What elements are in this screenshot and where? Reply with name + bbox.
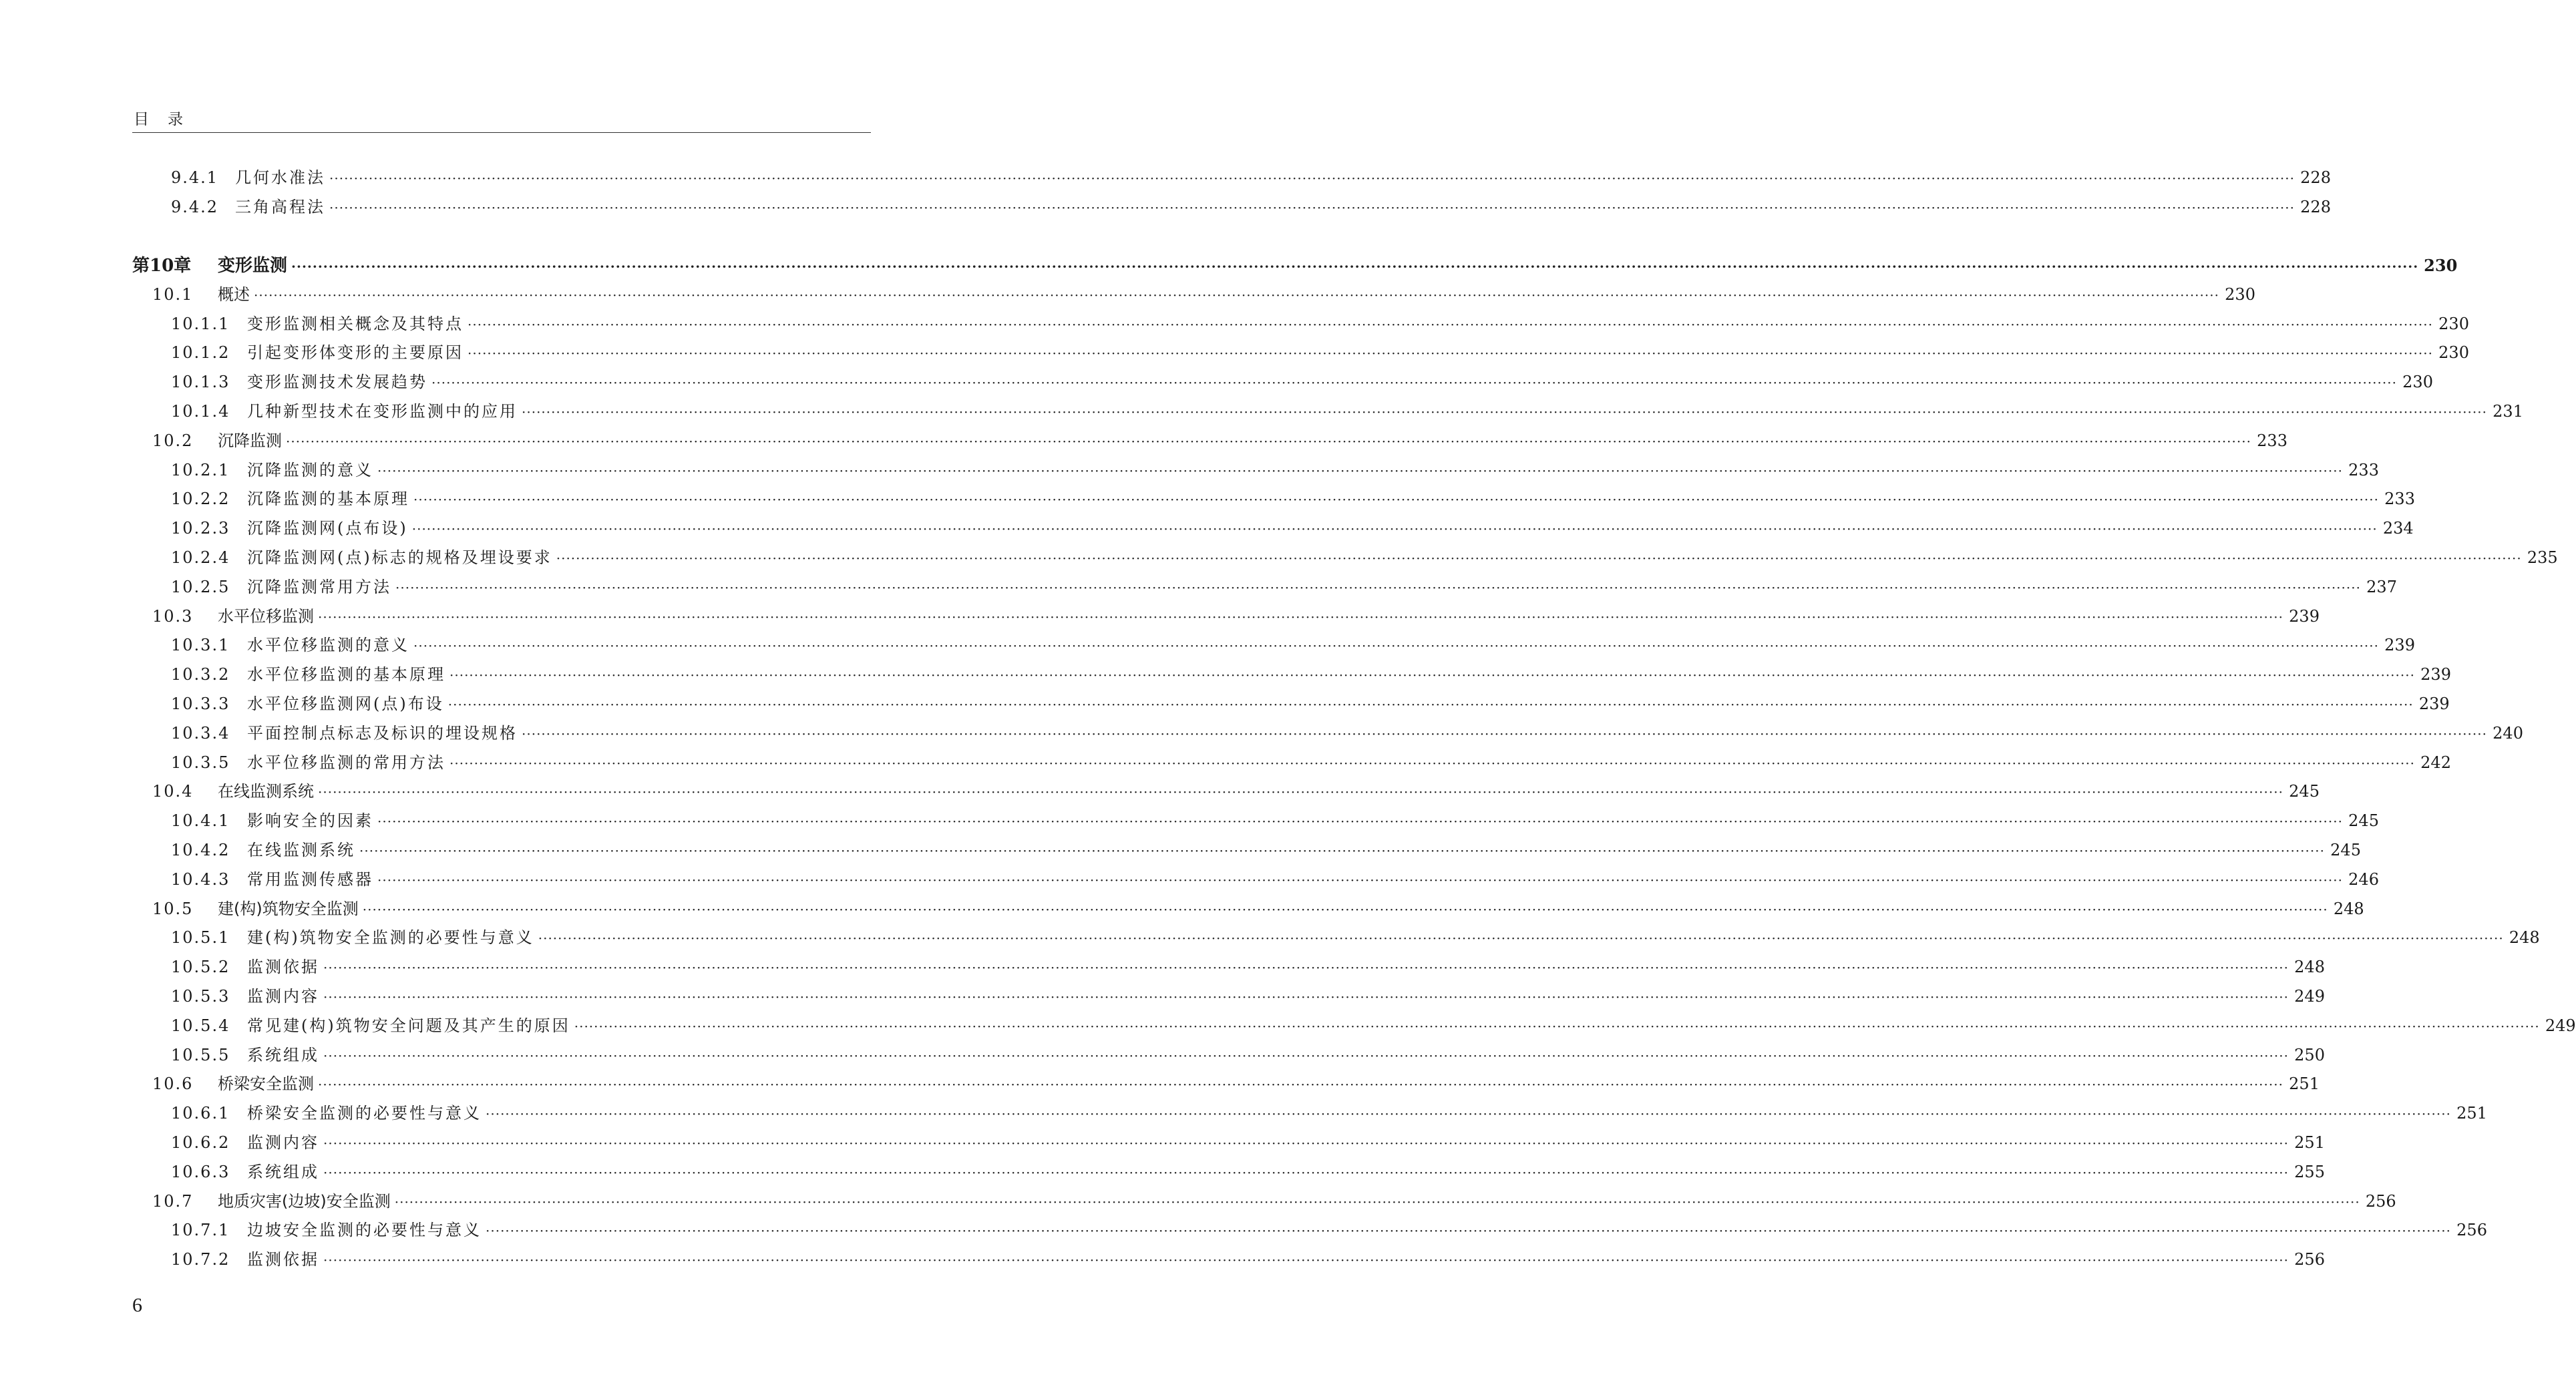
toc-entry-page: 228 xyxy=(2300,198,2331,216)
toc-entry-title: 水平位移监测网(点)布设 xyxy=(247,694,444,713)
toc-subsection-entry[interactable] xyxy=(132,661,2451,688)
toc-entry-number: 10.5.3 xyxy=(171,987,230,1006)
toc-entry-page: 233 xyxy=(2257,431,2287,450)
toc-entry-number: 10.3.3 xyxy=(171,694,230,713)
toc-entry-number: 10.6 xyxy=(152,1074,194,1094)
toc-chapter-entry[interactable] xyxy=(132,252,2458,278)
toc-leader-dots: ················································································································································································································································································································································································································ xyxy=(447,696,2414,713)
toc-entry-page: 249 xyxy=(2294,987,2325,1006)
toc-leader-dots: ················································································································································································································································································································································································································ xyxy=(254,286,2219,303)
toc-leader-dots: ················································································································································································································································································································································································································ xyxy=(411,521,2378,538)
toc-leader-dots: ················································································································································································································································································································································································································ xyxy=(329,200,2295,216)
toc-entry-title: 变形监测 xyxy=(218,256,288,276)
toc-leader-dots: ················································································································································································································································································································································································································ xyxy=(413,638,2379,654)
toc-entry-page: 245 xyxy=(2330,841,2361,859)
toc-entry-number: 10.3.4 xyxy=(171,723,230,743)
toc-section-entry[interactable] xyxy=(132,281,2255,308)
toc-entry-number: 10.2.1 xyxy=(171,460,230,479)
toc-entry-page: 231 xyxy=(2493,402,2523,421)
toc-entry-title: 平面控制点标志及标识的埋设规格 xyxy=(247,723,518,743)
toc-entry-number: 10.5.2 xyxy=(171,958,230,977)
toc-leader-dots: ················································································································································································································································································································································································································ xyxy=(395,579,2361,596)
toc-subsection-entry[interactable] xyxy=(132,574,2397,600)
toc-section-entry[interactable] xyxy=(132,427,2287,454)
toc-entry-page: 234 xyxy=(2382,519,2414,538)
toc-subsection-entry[interactable] xyxy=(132,164,2331,191)
toc-subsection-entry[interactable] xyxy=(132,632,2415,658)
toc-entry-page: 248 xyxy=(2333,899,2364,918)
toc-entry-number: 10.3 xyxy=(152,606,194,626)
toc-leader-dots: ················································································································································································································································································································································································································ xyxy=(377,462,2343,479)
toc-entry-number: 10.2.3 xyxy=(171,519,230,538)
toc-subsection-entry[interactable] xyxy=(132,924,2540,951)
toc-entry-page: 248 xyxy=(2294,958,2325,977)
toc-entry-page: 239 xyxy=(2420,665,2451,684)
toc-leader-dots: ················································································································································································································································································································································································································ xyxy=(323,960,2289,976)
toc-entry-number: 10.4.2 xyxy=(171,841,230,859)
toc-entry-number: 10.6.3 xyxy=(171,1162,230,1181)
toc-subsection-entry[interactable] xyxy=(132,544,2558,571)
toc-entry-title: 几种新型技术在变形监测中的应用 xyxy=(247,402,518,421)
toc-leader-dots: ················································································································································································································································································································································································································ xyxy=(449,755,2415,771)
toc-entry-title: 地质灾害(边坡)安全监测 xyxy=(218,1191,391,1211)
toc-entry-number: 10.7.2 xyxy=(171,1250,230,1269)
toc-entry-title: 监测依据 xyxy=(247,958,319,977)
toc-entry-title: 系统组成 xyxy=(247,1045,319,1064)
toc-entry-number: 10.3.2 xyxy=(171,665,230,684)
toc-section-entry[interactable] xyxy=(132,1070,2320,1097)
toc-leader-dots: ················································································································································································································································································································································································································ xyxy=(486,1223,2451,1239)
toc-entry-title: 水平位移监测的基本原理 xyxy=(247,665,445,684)
toc-entry-page: 230 xyxy=(2402,373,2433,392)
toc-entry-title: 在线监测系统 xyxy=(247,841,355,859)
toc-entry-title: 常用监测传感器 xyxy=(247,869,373,889)
toc-entry-page: 256 xyxy=(2456,1221,2487,1240)
toc-subsection-entry[interactable] xyxy=(132,398,2523,425)
toc-leader-dots: ················································································································································································································································································································································································································ xyxy=(318,784,2283,801)
toc-leader-dots: ················································································································································································································································································································································································································ xyxy=(323,1135,2289,1151)
toc-entry-number: 10.4.1 xyxy=(171,811,230,831)
page-number: 6 xyxy=(132,1294,142,1316)
toc-entry-page: 246 xyxy=(2348,869,2379,889)
toc-entry-page: 255 xyxy=(2294,1162,2325,1181)
toc-entry-number: 10.1 xyxy=(152,284,194,304)
toc-leader-dots: ················································································································································································································································································································································································································ xyxy=(394,1193,2360,1210)
toc-leader-dots: ················································································································································································································································································································································································································ xyxy=(538,930,2504,947)
toc-leader-dots: ················································································································································································································································································································································································································ xyxy=(362,901,2328,918)
toc-entry-number: 10.7.1 xyxy=(171,1221,230,1240)
toc-entry-number: 10.4 xyxy=(152,782,194,801)
toc-section-entry[interactable] xyxy=(132,778,2320,805)
toc-entry-title: 桥梁安全监测的必要性与意义 xyxy=(247,1104,482,1123)
toc-entry-page: 245 xyxy=(2289,782,2320,801)
toc-entry-title: 沉降监测的意义 xyxy=(247,460,373,479)
toc-entry-number: 10.3.5 xyxy=(171,753,230,772)
toc-leader-dots: ················································································································································································································································································································································································································ xyxy=(468,345,2433,362)
toc-subsection-entry[interactable] xyxy=(132,954,2325,980)
toc-subsection-entry[interactable] xyxy=(132,1159,2325,1185)
toc-entry-number: 10.5 xyxy=(152,899,194,918)
toc-subsection-entry[interactable] xyxy=(132,1246,2325,1273)
toc-entry-page: 233 xyxy=(2348,460,2379,479)
toc-entry-title: 监测依据 xyxy=(247,1250,319,1269)
toc-leader-dots: ················································································································································································································································································································································································································ xyxy=(323,1252,2289,1269)
toc-leader-dots: ················································································································································································································································································································································································································ xyxy=(522,725,2487,742)
toc-entry-page: 228 xyxy=(2300,168,2331,187)
toc-leader-dots: ················································································································································································································································································································································································································ xyxy=(413,491,2379,508)
toc-entry-title: 几何水准法 xyxy=(235,168,325,187)
toc-section-entry[interactable] xyxy=(132,895,2364,922)
toc-entry-title: 桥梁安全监测 xyxy=(218,1074,314,1094)
toc-entry-number: 10.6.2 xyxy=(171,1133,230,1152)
toc-entry-page: 245 xyxy=(2348,811,2379,831)
toc-entry-number: 10.2.2 xyxy=(171,489,230,509)
toc-subsection-entry[interactable] xyxy=(132,866,2379,893)
toc-entry-title: 监测内容 xyxy=(247,987,319,1006)
toc-entry-number: 10.1.1 xyxy=(171,314,230,333)
toc-entry-number: 10.1.3 xyxy=(171,373,230,392)
toc-entry-page: 251 xyxy=(2456,1104,2487,1123)
toc-entry-number: 9.4.2 xyxy=(171,198,219,216)
toc-entry-number: 10.2.4 xyxy=(171,548,230,567)
toc-entry-number: 10.2 xyxy=(152,431,194,450)
toc-entry-number: 10.5.4 xyxy=(171,1016,230,1035)
toc-leader-dots: ················································································································································································································································································································································································································ xyxy=(291,258,2419,274)
toc-entry-page: 230 xyxy=(2438,343,2469,363)
toc-entry-title: 水平位移监测的意义 xyxy=(247,636,409,655)
toc-entry-number: 10.1.2 xyxy=(171,343,230,363)
toc-section-entry[interactable] xyxy=(132,1188,2396,1215)
toc-entry-title: 概述 xyxy=(218,284,250,304)
toc-entry-title: 边坡安全监测的必要性与意义 xyxy=(247,1221,482,1240)
toc-entry-number: 10.2.5 xyxy=(171,577,230,596)
toc-entry-number: 10.1.4 xyxy=(171,402,230,421)
toc-subsection-entry[interactable] xyxy=(132,1129,2325,1156)
toc-entry-page: 251 xyxy=(2294,1133,2325,1152)
toc-leader-dots: ················································································································································································································································································································································································································ xyxy=(323,1047,2289,1064)
toc-entry-page: 240 xyxy=(2493,723,2523,743)
toc-leader-dots: ················································································································································································································································································································································································································ xyxy=(574,1018,2540,1034)
toc-subsection-entry[interactable] xyxy=(132,1100,2487,1127)
toc-leader-dots: ················································································································································································································································································································································································································ xyxy=(449,667,2415,684)
toc-entry-title: 引起变形体变形的主要原因 xyxy=(247,343,464,363)
toc-subsection-entry[interactable] xyxy=(132,369,2433,395)
toc-leader-dots: ················································································································································································································································································································································································································ xyxy=(468,316,2433,333)
toc-entry-page: 239 xyxy=(2289,606,2320,626)
toc-subsection-entry[interactable] xyxy=(132,457,2379,483)
toc-subsection-entry[interactable] xyxy=(132,339,2469,366)
toc-entry-number: 10.6.1 xyxy=(171,1104,230,1123)
toc-entry-page: 248 xyxy=(2509,928,2540,948)
toc-leader-dots: ················································································································································································································································································································································································································ xyxy=(486,1106,2451,1123)
toc-entry-title: 沉降监测 xyxy=(218,431,282,450)
toc-entry-number: 10.7 xyxy=(152,1191,194,1211)
toc-entry-title: 影响安全的因素 xyxy=(247,811,373,831)
toc-entry-page: 239 xyxy=(2418,694,2450,713)
toc-entry-title: 变形监测技术发展趋势 xyxy=(247,373,427,392)
toc-entry-title: 系统组成 xyxy=(247,1162,319,1181)
toc-subsection-entry[interactable] xyxy=(132,1012,2576,1039)
toc-entry-title: 监测内容 xyxy=(247,1133,319,1152)
toc-entry-number: 10.3.1 xyxy=(171,636,230,655)
toc-entry-title: 变形监测相关概念及其特点 xyxy=(247,314,464,333)
toc-leader-dots: ················································································································································································································································································································································································································ xyxy=(286,433,2251,449)
toc-subsection-entry[interactable] xyxy=(132,983,2325,1010)
toc-subsection-entry[interactable] xyxy=(132,485,2415,512)
toc-entry-number: 10.5.5 xyxy=(171,1045,230,1064)
toc-subsection-entry[interactable] xyxy=(132,807,2379,834)
toc-entry-title: 水平位移监测 xyxy=(218,606,314,626)
toc-entry-page: 239 xyxy=(2384,636,2415,655)
toc-entry-title: 水平位移监测的常用方法 xyxy=(247,753,445,772)
toc-leader-dots: ················································································································································································································································································································································································································ xyxy=(522,404,2487,420)
toc-leader-dots: ················································································································································································································································································································································································································ xyxy=(318,608,2283,625)
toc-entry-page: 230 xyxy=(2225,284,2255,304)
header-title: 目录 xyxy=(134,111,202,128)
toc-entry-title: 建(构)筑物安全监测 xyxy=(218,899,359,918)
toc-entry-page: 230 xyxy=(2438,314,2469,333)
toc-leader-dots: ················································································································································································································································································································································································································ xyxy=(556,550,2522,566)
toc-leader-dots: ················································································································································································································································································································································································································ xyxy=(323,1164,2289,1181)
toc-subsection-entry[interactable] xyxy=(132,749,2451,776)
toc-leader-dots: ················································································································································································································································································································································································································ xyxy=(329,170,2295,186)
toc-entry-page: 233 xyxy=(2384,489,2415,509)
toc-entry-title: 在线监测系统 xyxy=(218,782,314,801)
toc-subsection-entry[interactable] xyxy=(132,311,2469,337)
toc-entry-page: 249 xyxy=(2545,1016,2576,1035)
toc-leader-dots: ················································································································································································································································································································································································································ xyxy=(359,843,2325,859)
toc-leader-dots: ················································································································································································································································································································································································································ xyxy=(431,375,2397,391)
toc-entry-number: 9.4.1 xyxy=(171,168,219,187)
toc-subsection-entry[interactable] xyxy=(132,194,2331,220)
toc-entry-title: 沉降监测网(点布设) xyxy=(247,519,408,538)
toc-entry-page: 250 xyxy=(2294,1045,2325,1064)
toc-subsection-entry[interactable] xyxy=(132,837,2361,863)
toc-subsection-entry[interactable] xyxy=(132,1042,2325,1068)
toc-entry-title: 沉降监测常用方法 xyxy=(247,577,391,596)
toc-subsection-entry[interactable] xyxy=(132,515,2414,542)
toc-entry-page: 256 xyxy=(2294,1250,2325,1269)
toc-entry-number: 10.5.1 xyxy=(171,928,230,948)
toc-leader-dots: ················································································································································································································································································································································································································ xyxy=(377,871,2343,888)
toc-subsection-entry[interactable] xyxy=(132,720,2523,747)
toc-entry-page: 242 xyxy=(2420,753,2451,772)
toc-entry-title: 沉降监测的基本原理 xyxy=(247,489,409,509)
toc-section-entry[interactable] xyxy=(132,603,2320,630)
toc-subsection-entry[interactable] xyxy=(132,690,2450,717)
toc-entry-title: 建(构)筑物安全监测的必要性与意义 xyxy=(247,928,534,948)
toc-entry-number: 10.4.3 xyxy=(171,869,230,889)
toc-entry-title: 常见建(构)筑物安全问题及其产生的原因 xyxy=(247,1016,570,1035)
toc-entry-title: 沉降监测网(点)标志的规格及埋设要求 xyxy=(247,548,552,567)
toc-entry-title: 三角高程法 xyxy=(235,198,325,216)
toc-leader-dots: ················································································································································································································································································································································································································ xyxy=(318,1076,2283,1093)
toc-leader-dots: ················································································································································································································································································································································································································ xyxy=(323,989,2289,1005)
toc-leader-dots: ················································································································································································································································································································································································································ xyxy=(377,813,2343,830)
toc-entry-page: 230 xyxy=(2424,256,2458,275)
toc-entry-page: 235 xyxy=(2527,548,2558,567)
toc-entry-page: 237 xyxy=(2366,577,2397,596)
toc-entry-page: 256 xyxy=(2365,1191,2396,1211)
toc-subsection-entry[interactable] xyxy=(132,1217,2487,1243)
toc-entry-number: 第10章 xyxy=(132,256,192,276)
toc-entry-page: 251 xyxy=(2289,1074,2320,1094)
